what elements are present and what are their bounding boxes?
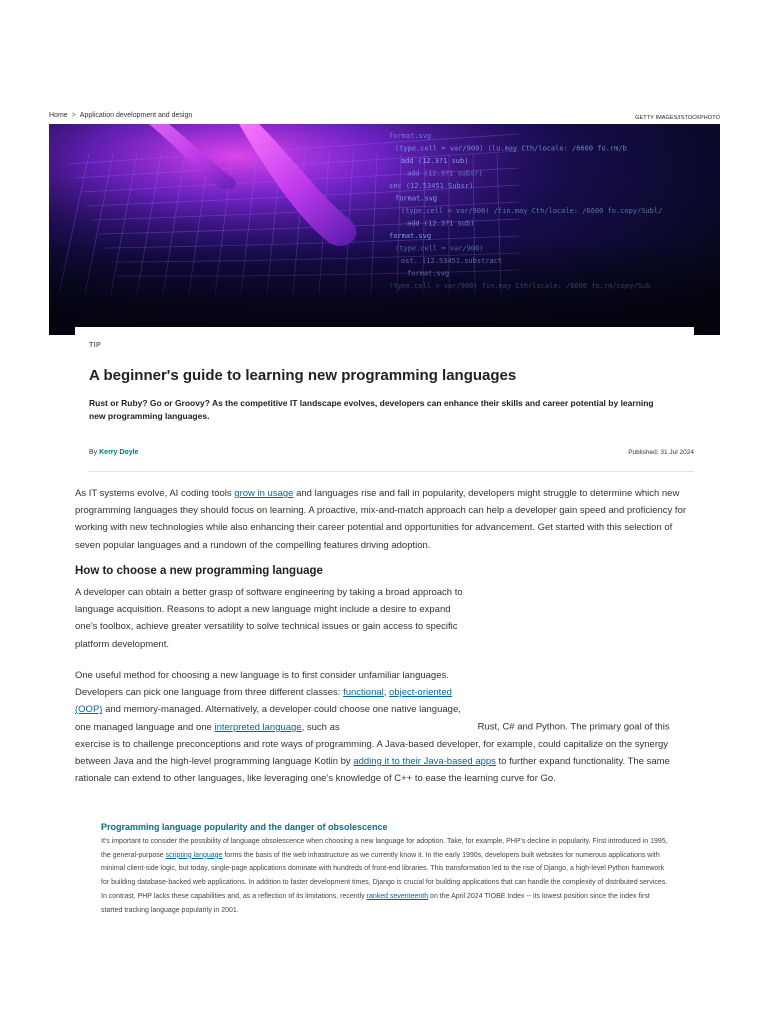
- link-scripting-language[interactable]: scripting language: [165, 851, 223, 859]
- body-paragraph-2: A developer can obtain a better grasp of software engineering by taking a broad approach to language acquisition. Reasons to adopt a new language might include a desire to expand one's toolbox, achieve greater versatility to solve technical issues or gain access to specific platform development.: [75, 587, 463, 650]
- text-run: , such as: [301, 721, 340, 733]
- text-run: It's important to consider the possibility of language obsolescence when choosing a new language for adoption. Take, for example, PHP's decline in popularity. First introduced in 1995, the general-purpose: [101, 838, 668, 859]
- link-interpreted-language[interactable]: interpreted language: [214, 721, 302, 733]
- photo-credit: GETTY IMAGES/ISTOCKPHOTO: [635, 115, 720, 121]
- intro-paragraph: [75, 485, 697, 554]
- breadcrumb: [49, 112, 192, 119]
- hero-image: [49, 124, 720, 335]
- hero-fade: [49, 124, 720, 335]
- link-functional[interactable]: functional: [343, 687, 384, 699]
- text-run: Rust, C# and Python. The primary goal of this exercise is to challenge preconceptions and rote ways of programming. A Java-based developer, for example, could capitalize on the synergy between Java and the high-level programming language Kotlin by: [75, 721, 670, 768]
- breadcrumb-home-link[interactable]: Home: [49, 112, 68, 119]
- published-date: Published: 31 Jul 2024: [628, 449, 694, 456]
- text-run: to further expand functionality. The same rationale can extend to other languages, like leveraging one's knowledge of C++ to ease the learning curve for Go.: [75, 756, 670, 785]
- byline-prefix: By: [89, 449, 98, 456]
- article-title: A beginner's guide to learning new programming languages: [89, 367, 517, 384]
- header-divider: [89, 471, 694, 472]
- text-run: One useful method for choosing a new language is to first consider unfamiliar languages. Developers can pick one language from three different classes:: [75, 670, 449, 699]
- text-run: on the April 2024 TIOBE Index -- its lowest position since the index first started tracking language popularity in 2001.: [101, 892, 650, 914]
- article-type-tag: TIP: [89, 342, 102, 349]
- text-run: and memory-managed. Alternatively, a developer could choose one native language, one managed language and one: [75, 704, 461, 733]
- link-grow-in-usage[interactable]: grow in usage: [234, 488, 294, 499]
- text-run: [75, 667, 475, 736]
- text-run: As IT systems evolve, AI coding tools: [75, 488, 235, 499]
- link-adding-to-java-apps[interactable]: adding it to their Java-based apps: [353, 756, 496, 768]
- hero-illustration: [49, 124, 720, 335]
- sidebar-title: Programming language popularity and the danger of obsolescence: [101, 822, 388, 832]
- breadcrumb-row: [49, 112, 720, 122]
- link-ranked-seventeenth[interactable]: ranked seventeenth: [366, 892, 429, 900]
- text-run: ,: [383, 687, 390, 699]
- byline: [89, 449, 138, 456]
- author-link[interactable]: Kerry Doyle: [99, 449, 139, 456]
- link-object-oriented[interactable]: object-oriented (OOP): [75, 687, 452, 716]
- breadcrumb-section-link[interactable]: Application development and design: [79, 112, 193, 119]
- article-deck: Rust or Ruby? Go or Groovy? As the competitive IT landscape evolves, developers can enhance their skills and career potential by learning new programming languages.: [89, 398, 654, 421]
- body-paragraph-3: [75, 667, 697, 787]
- breadcrumb-separator: >: [71, 112, 76, 119]
- text-run: forms the basis of the web infrastructure as we currently know it. In the early 1990s, developers built websites for numerous applications with minimal client-side logic, but today, single-page applications dominate with hundreds of front-end libraries. This transformation led to the rise of Django, a high-level Python framework for building database-backed web applications. In addition to faster development times, Django is crucial for building applications that can handle the complexity of distributed services. In contrast, PHP lacks these capabilities and, as a reflection of its limitations, recently: [101, 851, 668, 900]
- section-heading: How to choose a new programming language: [75, 565, 323, 577]
- text-run: and languages rise and fall in popularity, developers might struggle to determine which new programming languages they should focus on learning. A proactive, mix-and-match approach can help a developer gain speed and proficiency for working with new technologies while also enhancing their career potential and opportunities for advancement. Get started with this selection of seven popular languages and a rundown of the compelling features driving adoption.: [75, 488, 687, 551]
- sidebar-box: [101, 822, 671, 917]
- sidebar-body: [101, 835, 671, 917]
